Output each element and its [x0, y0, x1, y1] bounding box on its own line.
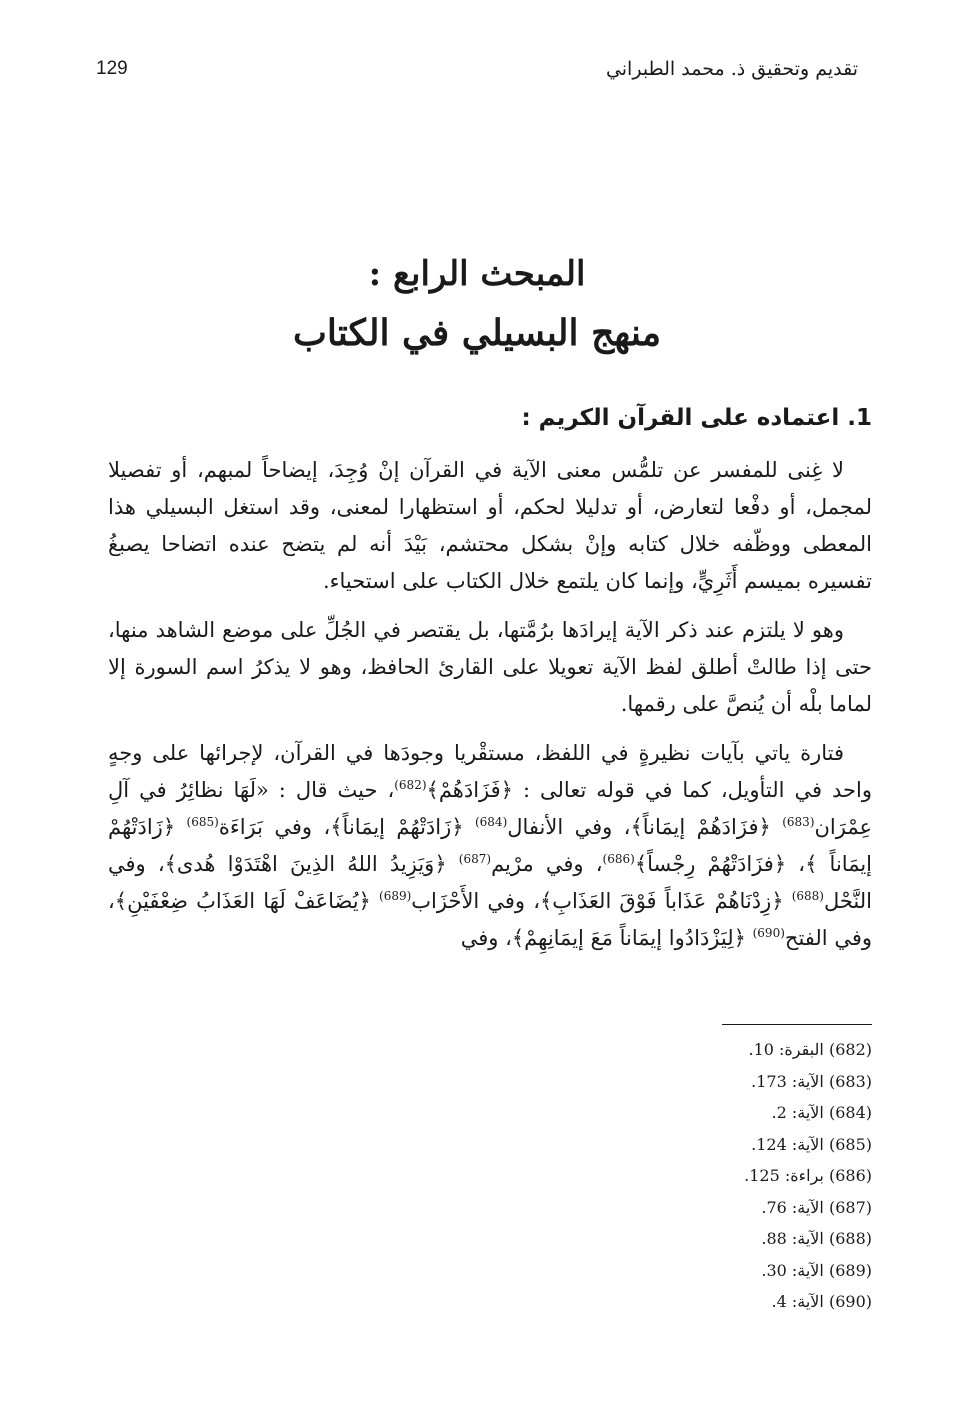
paragraph-text: ﴿لِيَزْدَادُوا إيمَاناً مَعَ إيمَانِهِمْ﴾، وفي: [460, 926, 753, 950]
paragraph-text: ﴿زِدْنَاهُمْ عَذَاباً فَوْقَ العَذَابِ﴾، وفي الأَحْزَاب: [411, 889, 792, 913]
footnote-item: (684) الآية: 2.: [771, 1103, 872, 1122]
body-paragraph: [108, 452, 872, 600]
footnote-reference: (687): [458, 852, 492, 866]
body-paragraph: [108, 612, 872, 723]
page-number: 129: [96, 58, 128, 79]
chapter-label: المبحث الرابع :: [368, 254, 586, 294]
footnote-item: (682) البقرة: 10.: [748, 1040, 872, 1059]
footnote-item: (685) الآية: 124.: [751, 1134, 872, 1154]
chapter-heading: [0, 248, 954, 366]
paragraph-text: ، حيث قال : «لَهَا نظائِرُ في آلِ عِمْرَان: [108, 778, 873, 839]
section-heading: 1. اعتماده على القرآن الكريم :: [521, 405, 872, 431]
running-header: [96, 58, 858, 88]
footnote-item: (689) الآية: 30.: [761, 1260, 872, 1280]
footnote-reference: (688): [791, 889, 824, 903]
footnote-reference: (689): [379, 889, 412, 903]
footnote-item: (688) الآية: 88.: [761, 1229, 872, 1248]
footnote-item: (683) الآية: 173.: [751, 1071, 872, 1091]
footnote-reference: (684): [474, 815, 508, 829]
paragraph-text: ﴿زَادَتْهُمْ إيمَاناً﴾، وفي بَرَاءَة: [218, 815, 475, 839]
paragraph-text: ﴿وَيَزِيدُ اللهُ الذِينَ اهْتَدَوْا هُدى﴾، وفي النَّحْل: [108, 852, 872, 913]
footnote-reference: (682): [394, 778, 427, 792]
footnote-reference: (685): [186, 815, 219, 829]
running-header-title: تقديم وتحقيق ذ. محمد الطبراني: [605, 58, 858, 80]
paragraph-text: وهو لا يلتزم عند ذكر الآية إيرادَها برُمَّتها، بل يقتصر في الجُلِّ على موضع الشاهد منها، حتى إذا طالتْ أطلق لفظ الآية تعويلا على القارئ الحافظ، وهو لا يذكرُ اسم السورة إلا لماما بلْه أن يُنصَّ على رقمها.: [108, 618, 872, 716]
footnote-reference: (686): [602, 852, 635, 866]
footnote-item: (686) براءة: 125.: [744, 1166, 872, 1185]
body-paragraph: [108, 735, 872, 957]
paragraph-text: فتارة ياتي بآيات نظيرةٍ في اللفظ، مستقْريا وجودَها في القرآن، لإجرائها على وجهٍ واحد في التأويل، كما في قوله تعالى : ﴿فَزَادَهُمْ﴾: [108, 741, 872, 802]
paragraph-text: ﴿فزَادَهُمْ إيمَاناً﴾، وفي الأنفال: [507, 815, 783, 839]
footnote-separator: [722, 1024, 872, 1025]
body-text: [108, 452, 872, 957]
footnote-reference: (683): [782, 815, 815, 829]
footnotes-list: [744, 1034, 872, 1318]
paragraph-text: لا غِنى للمفسر عن تلمُّس معنى الآية في القرآن إنْ وُجِدَ، إيضاحاً لمبهم، أو تفصيلا لمجمل، أو دفْعا لتعارض، أو تدليلا لحكم، أو استظهارا لمعنى، وقد استغل البسيلي هذا المعطى ووظّفه خلال كتابه وإنْ بشكل محتشم، بَيْدَ أنه لم يتضح عنده اتضاحا يصبغُ تفسيره بميسم أَثَرِيٍّ، وإنما كان يلتمع خلال الكتاب على استحياء.: [108, 458, 872, 593]
footnote-item: (687) الآية: 76.: [761, 1197, 872, 1217]
footnote-reference: (690): [752, 926, 785, 940]
footnote-item: (690) الآية: 4.: [771, 1292, 872, 1311]
paragraph-text: ﴿زَادَتْهُمْ إيمَاناً ﴾، ﴿فزَادَتْهُمْ رِجْساً﴾: [108, 815, 873, 876]
paragraph-text: ، وفي مرْيم: [491, 852, 603, 876]
chapter-title: منهج البسيلي في الكتاب: [292, 312, 662, 354]
paragraph-text: ﴿يُضَاعَفْ لَهَا العَذَابُ ضِعْفَيْنِ﴾، وفي الفتح: [108, 889, 872, 950]
